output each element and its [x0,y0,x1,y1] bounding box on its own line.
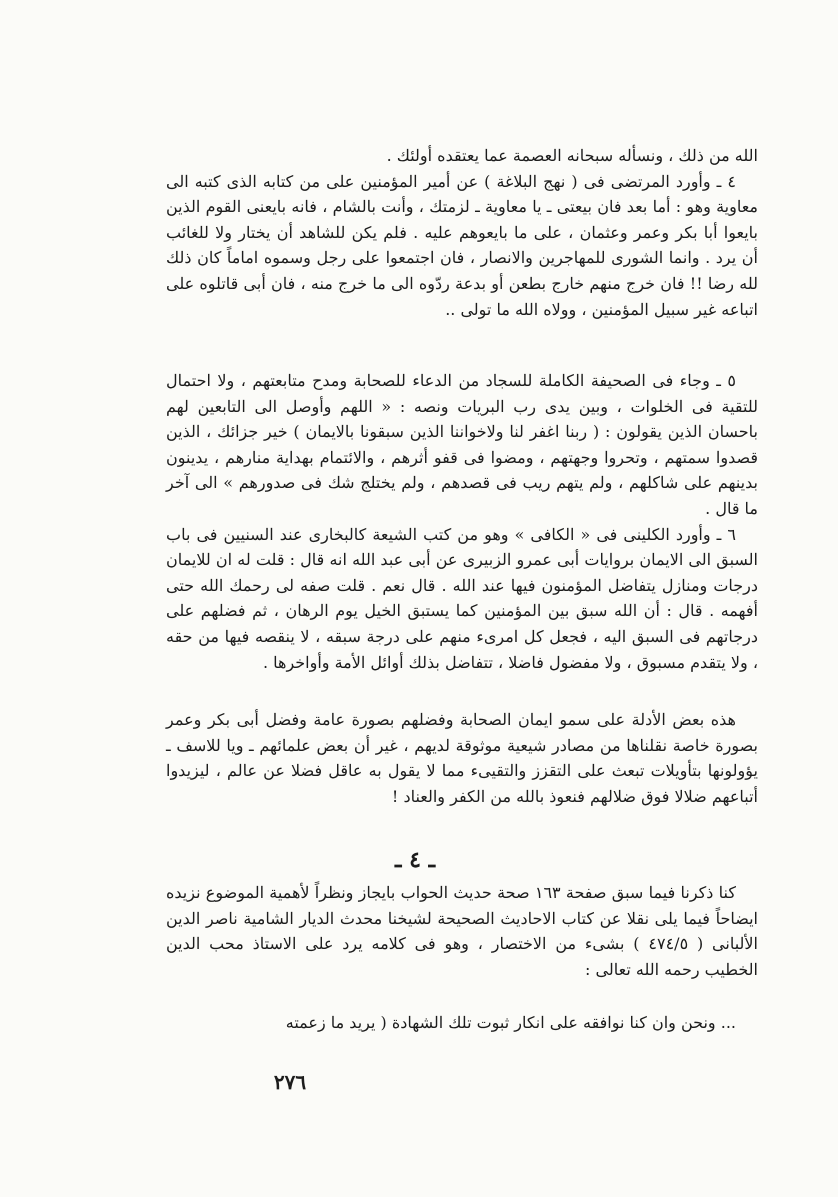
quote-block [166,1010,758,1036]
paragraph-summary: هذه بعض الأدلة على سمو ايمان الصحابة وفضلهم بصورة عامة وفضل أبى بكر وعمر بصورة خاصة نقلناها من مصادر شيعية موثوقة لديهم ، غير أن بعض علمائهم ـ ويا للاسف ـ يؤولونها بتأويلات تبعث على التقزز والتقيىء مما لا يقول به عاقل فضلا عن عالم ، ليزيدوا أتباعهم ضلالا فوق ضلالهم فنعوذ بالله من الكفر والعناد ! [166,710,758,806]
paragraph-hawab-note: كنا ذكرنا فيما سبق صفحة ١٦٣ صحة حديث الحواب بايجاز ونظراً لأهمية الموضوع نزيده ايضاحاً فيما يلى نقلا عن كتاب الاحاديث الصحيحة لشيخنا محدث الديار الشامية ناصر الدين الألبانى ( ٤٧٤/٥ ) بشىء من الاختصار ، وهو فى كلامه يرد على الاستاذ محب الدين الخطيب رحمه الله تعالى : [166,883,759,979]
paragraphs-middle [166,368,758,675]
paragraph-summary-block [166,707,758,809]
paragraph-item-6: ٦ ـ وأورد الكلينى فى « الكافى » وهو من كتب الشيعة كالبخارى عند السنيين فى باب السبق الى الايمان بروايات أبى عمرو الزبيرى عن أبى عبد الله انه قال : قلت له ان للايمان درجات ومنازل يتفاضل المؤمنون فيها عند الله . قال نعم . قلت صفه لى رحمك الله حتى أفهمه . قال : أن الله سبق بين المؤمنين كما يستبق الخيل يوم الرهان ، ثم فضلهم على درجاتهم فى السبق اليه ، فجعل كل امرىء منهم على درجة سبقه ، لا ينقصه فيها من حقه ، ولا يتقدم مسبوق ، ولا مفضول فاضلا ، تتفاضل بذلك أوائل الأمة وأواخرها . [166,524,758,672]
paragraph-item-4: ٤ ـ وأورد المرتضى فى ( نهج البلاغة ) عن أمير المؤمنين على من كتابه الذى كتبه الى معاوية وهو : أما بعد فان بيعتى ـ يا معاوية ـ لزمتك ، وأنت بالشام ، فانه بايعنى القوم الذين بايعوا أبا بكر وعمر وعثمان ، على ما بايعوهم عليه . فلم يكن للشاهد أن يختار ولا للغائب أن يرد . وانما الشورى للمهاجرين والانصار ، فان اجتمعوا على رجل وسموه اماماً كان ذلك لله رضا !! فان خرج منهم خارج بطعن أو بدعة ردّوه الى ما خرج منه ، فان أبى قاتلوه على اتباعه غير سبيل المؤمنين ، وولاه الله ما تولى .. [166,171,758,319]
footnote-block [166,880,758,982]
section-separator: ـ ٤ ـ [394,847,436,873]
paragraph-closing-line: الله من ذلك ، ونسأله سبحانه العصمة عما يعتقده أولئك . [386,146,758,165]
page-number: ٢٧٦ [273,1070,307,1094]
paragraph-quote-start: ... ونحن وان كنا نوافقه على انكار ثبوت تلك الشهادة ( يريد ما زعمته [285,1013,736,1032]
paragraph-item-5: ٥ ـ وجاء فى الصحيفة الكاملة للسجاد من الدعاء للصحابة ومدح متابعتهم ، ولا احتمال للتقية فى الخلوات ، وبين يدى رب البريات ونصه : « اللهم وأوصل الى التابعين لهم باحسان الذين يقولون : ( ربنا اغفر لنا ولاخواننا الذين سبقونا بالايمان ) خير جزائك ، الذين قصدوا سمتهم ، وتحروا وجهتهم ، ومضوا فى قفو أثرهم ، والائتمام بهداية منارهم ، يدينون بدينهم على شاكلهم ، ولم يتهم ريب فى قصدهم ، ولم يختلج شك فى صدورهم » الى آخر ما قال . [166,371,759,518]
paragraphs-opening [166,143,758,322]
